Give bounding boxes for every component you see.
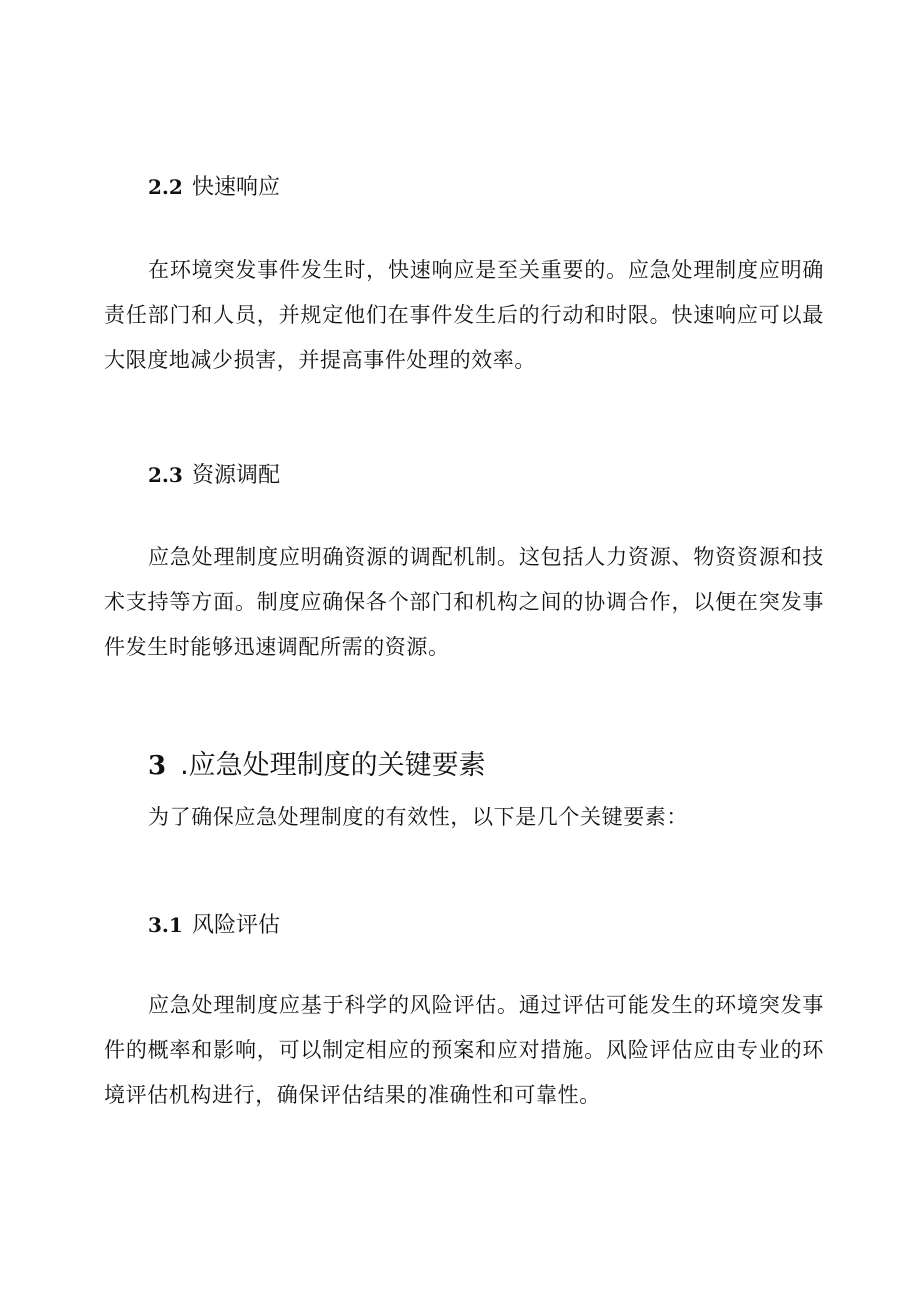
chapter-number: 3 (148, 751, 167, 781)
section-heading-2-2 (148, 172, 280, 203)
section-number: 3.1 (148, 913, 183, 937)
section-heading-2-3 (148, 460, 280, 491)
section-body-2-3: 应急处理制度应明确资源的调配机制。这包括人力资源、物资资源和技术支持等方面。制度应确保各个部门和机构之间的协调合作，以便在突发事件发生时能够迅速调配所需的资源。 (104, 545, 824, 659)
chapter-heading-3 (148, 746, 486, 786)
section-number: 2.2 (148, 175, 183, 199)
section-title: 风险评估 (192, 913, 281, 938)
section-heading-3-1 (148, 910, 280, 941)
chapter-title: .应急处理制度的关键要素 (180, 750, 486, 781)
chapter-intro: 为了确保应急处理制度的有效性，以下是几个关键要素： (148, 805, 688, 829)
section-body-2-2: 在环境突发事件发生时，快速响应是至关重要的。应急处理制度应明确责任部门和人员，并规定他们在事件发生后的行动和时限。快速响应可以最大限度地减少损害，并提高事件处理的效率。 (104, 258, 824, 372)
section-title: 资源调配 (192, 463, 281, 488)
section-number: 2.3 (148, 463, 183, 487)
section-title: 快速响应 (192, 175, 281, 200)
section-body-3-1: 应急处理制度应基于科学的风险评估。通过评估可能发生的环境突发事件的概率和影响，可以制定相应的预案和应对措施。风险评估应由专业的环境评估机构进行，确保评估结果的准确性和可靠性。 (104, 993, 824, 1107)
